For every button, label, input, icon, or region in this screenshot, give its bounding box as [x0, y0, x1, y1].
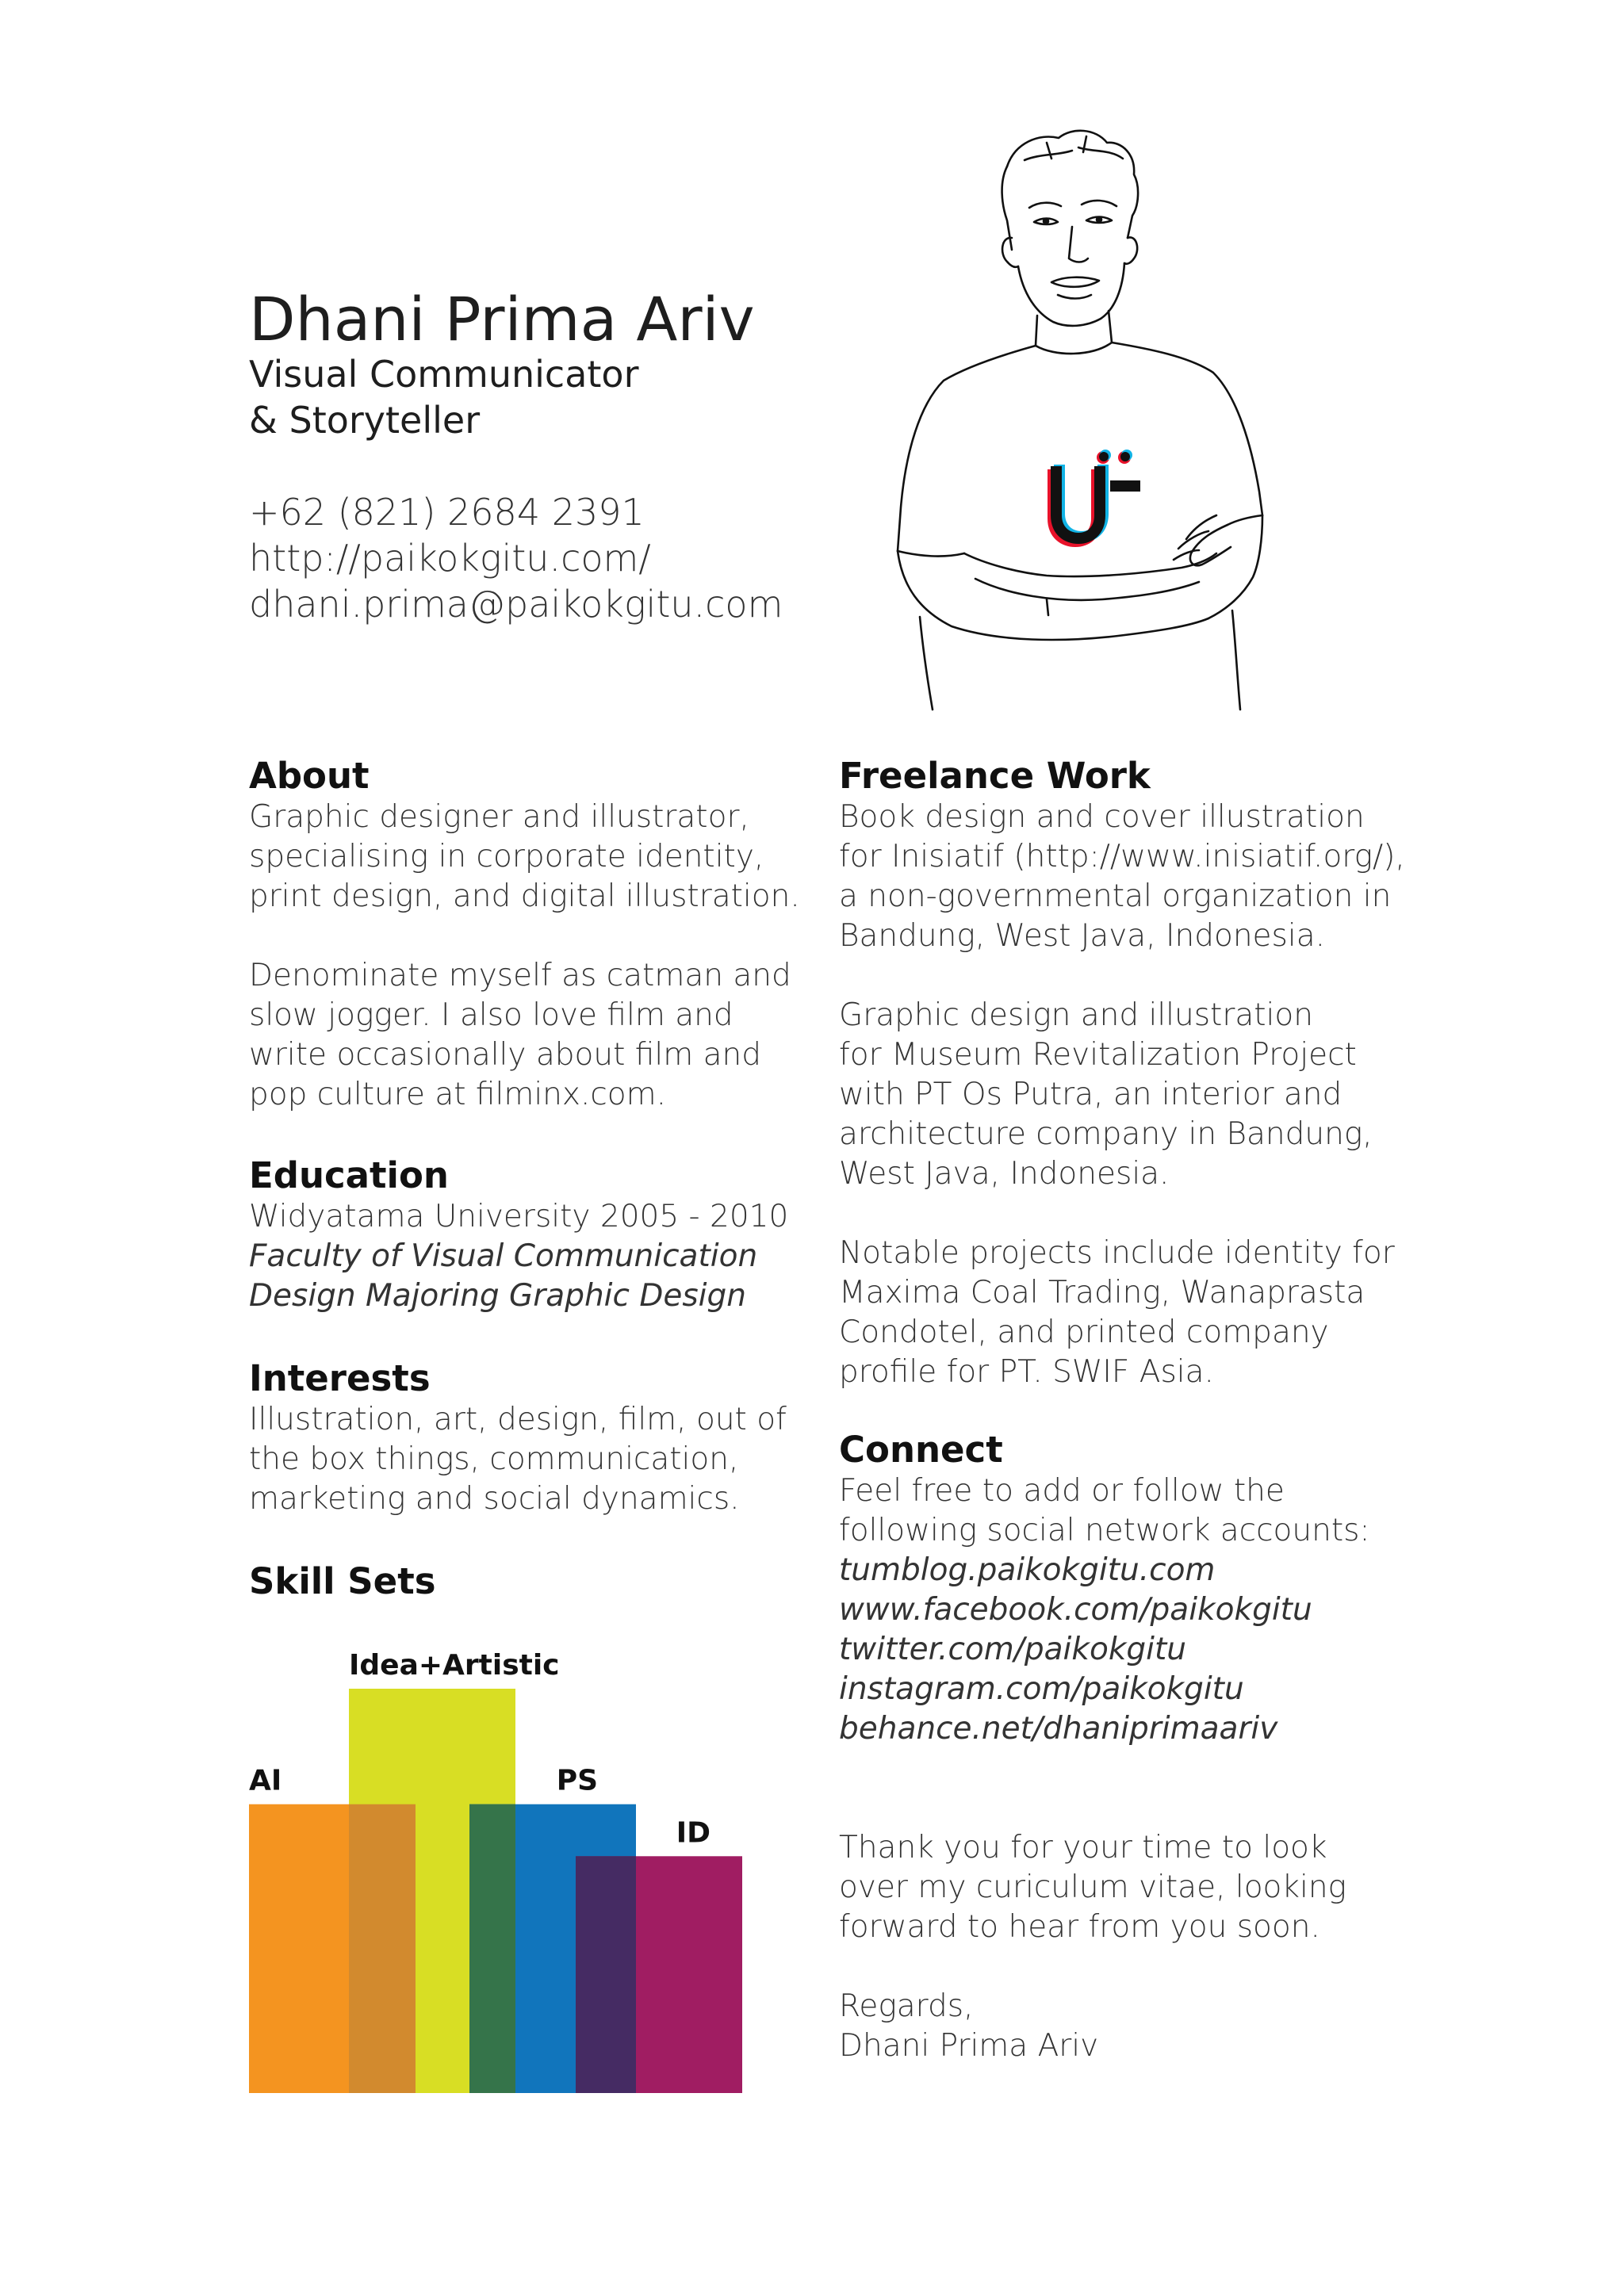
- social-link-twitter[interactable]: twitter.com/paikokgitu: [839, 1632, 1187, 1667]
- freelance-line: for Museum Revitalization Project: [839, 1037, 1357, 1073]
- skill-chart: [238, 1629, 761, 2113]
- freelance-line: profile for PT. SWIF Asia.: [839, 1354, 1214, 1390]
- about-line: slow jogger. I also love film and: [249, 997, 733, 1033]
- interests-section: [249, 1357, 804, 1519]
- about-line: write occasionally about film and: [249, 1037, 761, 1073]
- education-school: Widyatama University 2005 - 2010: [249, 1199, 789, 1234]
- closing-line: Thank you for your time to look: [839, 1830, 1327, 1866]
- freelance-line: Bandung, West Java, Indonesia.: [839, 918, 1325, 954]
- job-title: [249, 351, 639, 443]
- about-section: [249, 755, 804, 1115]
- job-title-line-2: & Storyteller: [249, 399, 481, 442]
- about-line: pop culture at filminx.com.: [249, 1077, 667, 1112]
- email-link[interactable]: dhani.prima@paikokgitu.com: [249, 583, 783, 626]
- portrait-illustration: [888, 119, 1332, 714]
- about-line: Graphic designer and illustrator,: [249, 799, 749, 835]
- skills-heading: Skill Sets: [249, 1560, 436, 1602]
- freelance-section: [839, 755, 1442, 1392]
- about-line: print design, and digital illustration.: [249, 878, 800, 914]
- about-line: specialising in corporate identity,: [249, 839, 764, 874]
- skills-section: [249, 1560, 804, 1603]
- regards-text: Regards,: [839, 1988, 974, 2024]
- connect-section: [839, 1429, 1442, 1749]
- social-link-instagram[interactable]: instagram.com/paikokgitu: [839, 1671, 1244, 1707]
- signature-name: Dhani Prima Ariv: [839, 2028, 1099, 2064]
- skill-label: AI: [249, 1764, 282, 1797]
- freelance-line: architecture company in Bandung,: [839, 1116, 1373, 1152]
- social-link-behance[interactable]: behance.net/dhaniprimaariv: [839, 1711, 1278, 1747]
- contact-info: [249, 489, 783, 627]
- freelance-line: Condotel, and printed company: [839, 1314, 1329, 1350]
- phone-number: +62 (821) 2684 2391: [249, 491, 645, 534]
- social-link-facebook[interactable]: www.facebook.com/paikokgitu: [839, 1592, 1312, 1628]
- job-title-line-1: Visual Communicator: [249, 353, 639, 396]
- freelance-line: West Java, Indonesia.: [839, 1156, 1170, 1192]
- freelance-line: Maxima Coal Trading, Wanaprasta: [839, 1275, 1365, 1311]
- education-section: [249, 1154, 804, 1316]
- skill-label: ID: [676, 1816, 710, 1850]
- skill-label: Idea+Artistic: [349, 1649, 560, 1682]
- connect-heading: Connect: [839, 1429, 1003, 1471]
- skill-bar-overlap: [349, 1804, 416, 2093]
- freelance-line: Graphic design and illustration: [839, 997, 1313, 1033]
- closing-line: forward to hear from you soon.: [839, 1909, 1320, 1945]
- website-link[interactable]: http://paikokgitu.com/: [249, 537, 651, 580]
- freelance-line: with PT Os Putra, an interior and: [839, 1077, 1342, 1112]
- education-heading: Education: [249, 1154, 449, 1196]
- education-major: Faculty of Visual Communication: [249, 1238, 758, 1274]
- freelance-line: Book design and cover illustration: [839, 799, 1365, 835]
- connect-intro: following social network accounts:: [839, 1513, 1370, 1548]
- interests-line: the box things, communication,: [249, 1441, 739, 1477]
- skill-label: PS: [556, 1764, 598, 1797]
- social-link-tumblog[interactable]: tumblog.paikokgitu.com: [839, 1552, 1216, 1588]
- freelance-line: Notable projects include identity for: [839, 1235, 1395, 1271]
- interests-heading: Interests: [249, 1357, 431, 1399]
- connect-intro: Feel free to add or follow the: [839, 1473, 1285, 1509]
- freelance-line: a non-governmental organization in: [839, 878, 1392, 914]
- candidate-name: Dhani Prima Ariv: [249, 284, 755, 354]
- education-major: Design Majoring Graphic Design: [249, 1278, 746, 1314]
- about-line: Denominate myself as catman and: [249, 958, 791, 993]
- interests-line: marketing and social dynamics.: [249, 1481, 740, 1517]
- skill-bar-overlap: [576, 1856, 636, 2093]
- closing-section: [839, 1828, 1442, 2066]
- freelance-line: for Inisiatif (http://www.inisiatif.org/),: [839, 839, 1405, 874]
- closing-line: over my curiculum vitae, looking: [839, 1869, 1346, 1905]
- skill-bar-overlap: [469, 1804, 515, 2093]
- interests-line: Illustration, art, design, film, out of: [249, 1402, 787, 1437]
- about-heading: About: [249, 755, 370, 797]
- freelance-heading: Freelance Work: [839, 755, 1151, 797]
